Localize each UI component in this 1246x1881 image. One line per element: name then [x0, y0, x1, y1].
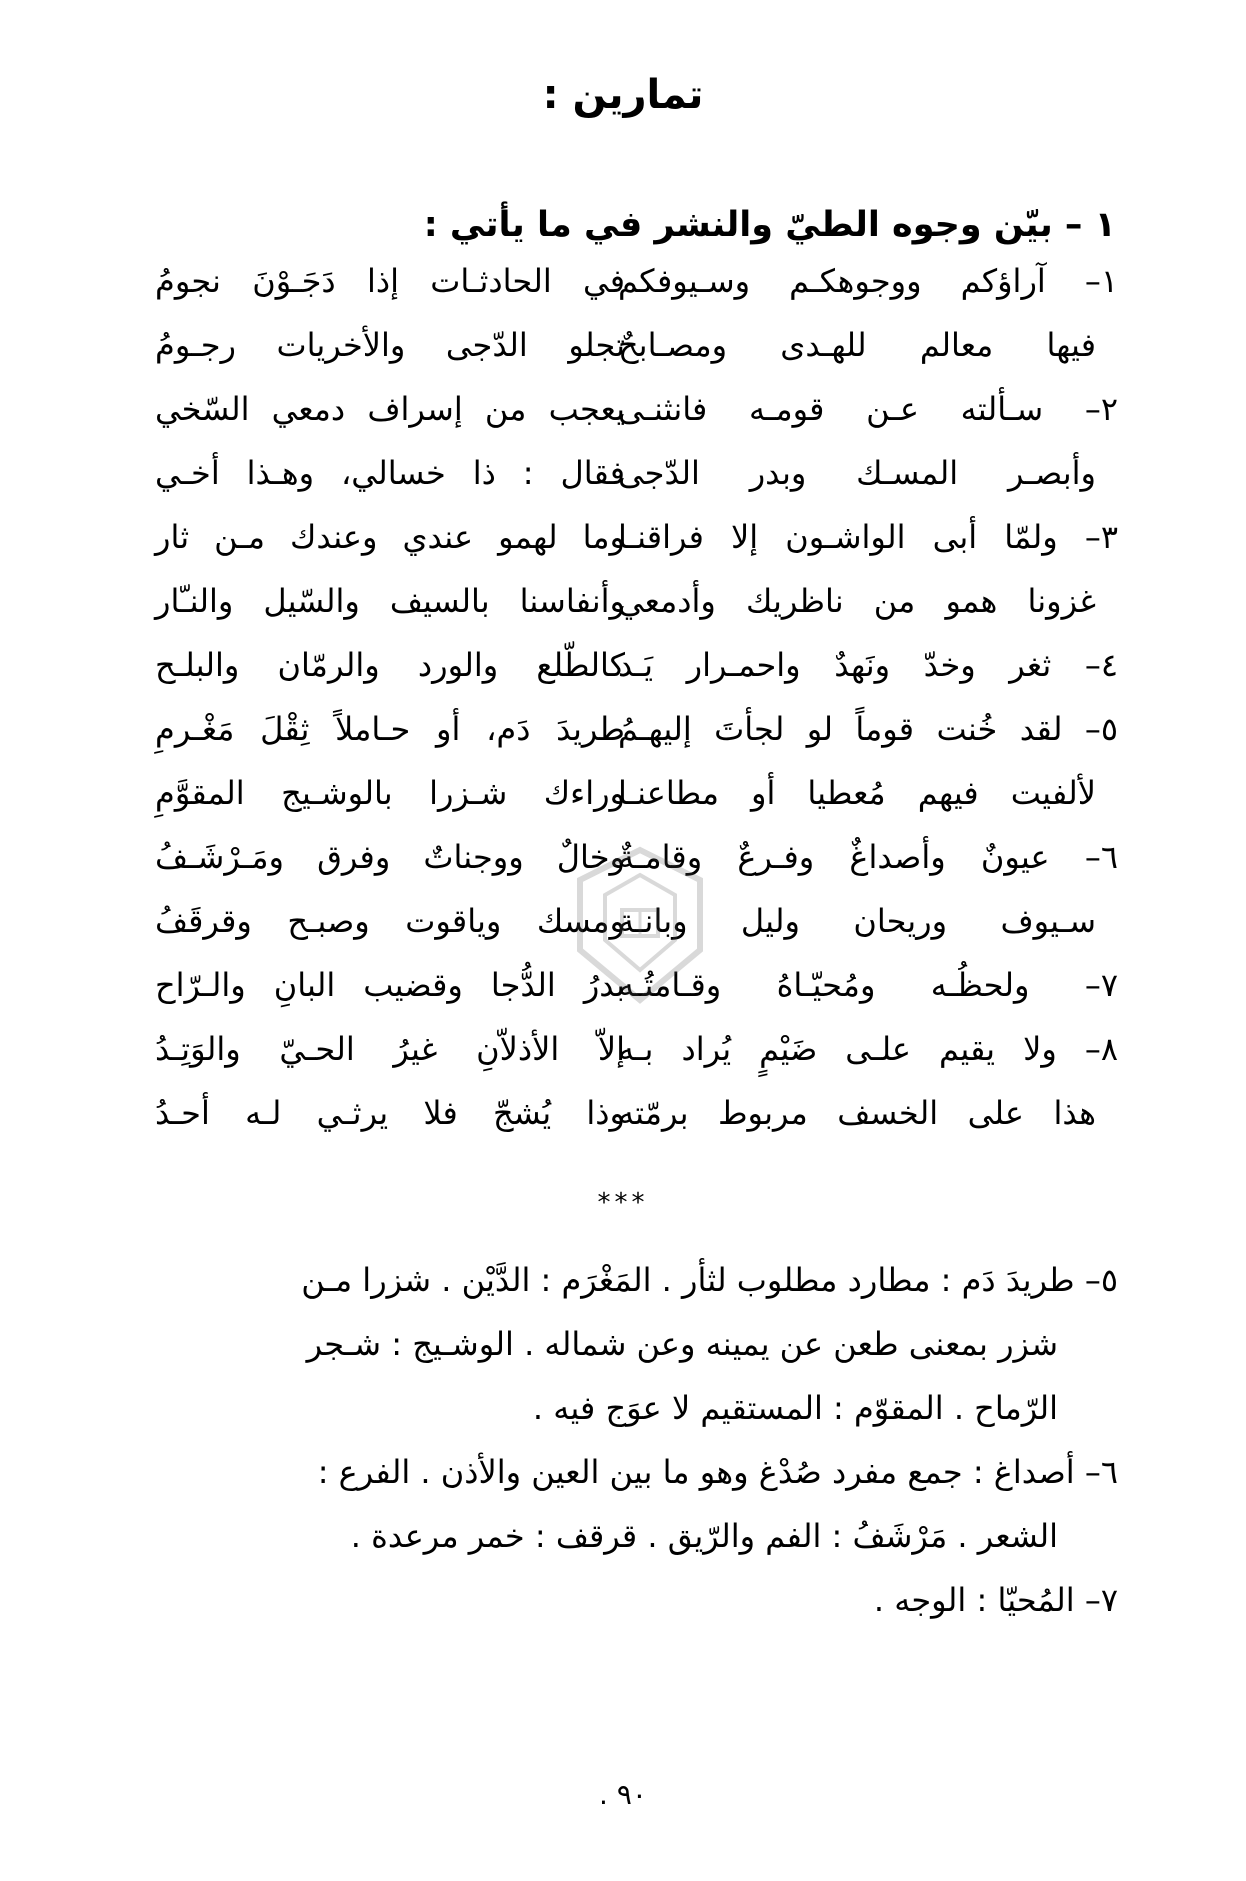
verse-first-hemistich: ٧– ولحظُـه ومُحيّـاهُ وقـامتُـه	[618, 966, 1118, 1004]
verse-second-hemistich: كالطّلع والورد والرمّان والبلـح	[155, 646, 625, 684]
verse-line	[0, 326, 1246, 390]
verse-line	[0, 1094, 1246, 1158]
verse-second-hemistich: وما لهمو عندي وعندك مـن ثار	[155, 518, 625, 556]
verse-line	[0, 582, 1246, 646]
verse-second-hemistich: بدرُ الدُّجا وقضيب البانِ والـرّاح	[155, 966, 625, 1004]
verse-first-hemistich: هذا على الخسف مربوط برمّته	[618, 1094, 1096, 1132]
verse-second-hemistich: وذا يُشجّ فلا يرثـي لـه أحـدُ	[155, 1094, 625, 1132]
question-heading: ١ – بيّن وجوه الطيّ والنشر في ما يأتي :	[423, 205, 1116, 245]
verse-line	[0, 454, 1246, 518]
verse-first-hemistich: فيها معالم للهـدى ومصـابحٌ	[618, 326, 1096, 364]
verse-second-hemistich: تجلو الدّجى والأخريات رجـومُ	[155, 326, 625, 364]
verse-line	[0, 518, 1246, 582]
verse-second-hemistich: إلاّ الأذلاّنِ غيرُ الحـيّ والوَتِـدُ	[155, 1030, 625, 1068]
verse-first-hemistich: ٢– سـألته عـن قومـه فانثنـى	[618, 390, 1118, 428]
verse-first-hemistich: غزونا همو من ناظريك وأدمعي	[618, 582, 1096, 620]
verse-first-hemistich: سـيوف وريحان وليل وبانـة	[618, 902, 1096, 940]
verse-first-hemistich: ١– آراؤكم ووجوهكـم وسـيوفكم	[618, 262, 1118, 300]
verse-first-hemistich: ٥– لقد خُنت قوماً لو لجأتَ إليهـمُ	[618, 710, 1118, 748]
verse-line	[0, 646, 1246, 710]
footnotes	[158, 1248, 1118, 1632]
verse-second-hemistich: ومسك وياقوت وصبـح وقرقَفُ	[155, 902, 625, 940]
verse-line	[0, 710, 1246, 774]
verse-line	[0, 390, 1246, 454]
footnote-line: ٥– طريدَ دَم : مطارد مطلوب لثأر . المَغْرَم : الدَّيْن . شزرا مـن	[301, 1261, 1118, 1299]
verse-second-hemistich: وأنفاسنا بالسيف والسّيل والنـّار	[155, 582, 625, 620]
verse-first-hemistich: لألفيت فيهم مُعطيا أو مطاعنـا	[618, 774, 1096, 812]
verse-line	[0, 1030, 1246, 1094]
verse-second-hemistich: فقال : ذا خسالي، وهـذا أخـي	[155, 454, 625, 492]
verse-first-hemistich: ٨– ولا يقيم علـى ضَيْمٍ يُراد بـه	[618, 1030, 1118, 1068]
verse-first-hemistich: ٦– عيونٌ وأصداغٌ وفـرعٌ وقامـةٌ	[618, 838, 1118, 876]
verse-second-hemistich: وخالٌ ووجناتٌ وفرق ومَـرْشَـفُ	[155, 838, 625, 876]
verse-line	[0, 774, 1246, 838]
verse-second-hemistich: في الحادثـات إذا دَجَـوْنَ نجومُ	[155, 262, 625, 300]
footnote-line: الرّماح . المقوّم : المستقيم لا عوَج فيه .	[532, 1389, 1058, 1427]
section-separator: ***	[597, 1188, 649, 1218]
footnote-line: شزر بمعنى طعن عن يمينه وعن شماله . الوشـيج : شـجر	[306, 1325, 1058, 1363]
footnote-line: الشعر . مَرْشَفُ : الفم والرّيق . قرقف : خمر مرعدة .	[350, 1517, 1058, 1555]
page-title: تمارين :	[542, 72, 704, 118]
verse-first-hemistich: ٤– ثغر وخدّ ونَهدٌ واحمـرار يَـد	[618, 646, 1118, 684]
verse-line	[0, 262, 1246, 326]
verse-first-hemistich: وأبصـر المسـك وبدر الدّجى	[618, 454, 1096, 492]
footnote-line: ٧– المُحيّا : الوجه .	[873, 1581, 1118, 1619]
verse-second-hemistich: طريدَ دَم، أو حـاملاً ثِقْلَ مَغْـرمِ	[155, 710, 625, 748]
page-number: ٩٠ .	[599, 1778, 647, 1811]
verse-second-hemistich: يعجب من إسراف دمعي السّخي	[155, 390, 625, 428]
verse-second-hemistich: وراءك شـزرا بالوشـيج المقوَّمِ	[155, 774, 625, 812]
footnote-line: ٦– أصداغ : جمع مفرد صُدْغ وهو ما بين العين والأذن . الفرع :	[317, 1453, 1118, 1491]
watermark-logo-icon	[560, 840, 720, 1010]
verse-first-hemistich: ٣– ولمّا أبى الواشـون إلا فراقنـا	[618, 518, 1118, 556]
